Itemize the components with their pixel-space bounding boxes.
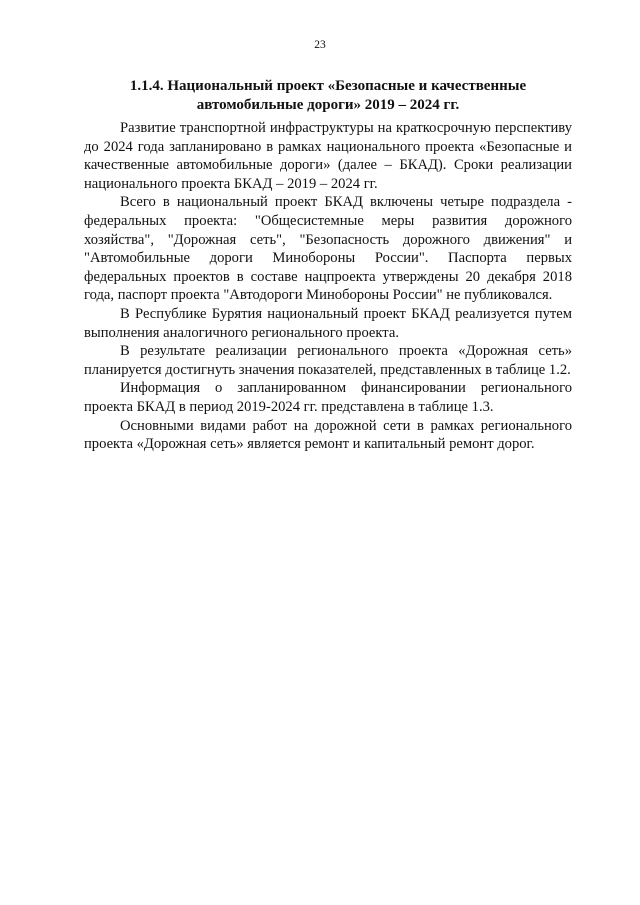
paragraph-5: Информация о запланированном финансировании регионального проекта БКАД в период 2019-2024 гг. представлена в таблице 1.3. [84,380,572,415]
section-heading: 1.1.4. Национальный проект «Безопасные и качественные автомобильные дороги» 2019 – 2024 гг. [129,78,527,113]
paragraph-1: Развитие транспортной инфраструктуры на краткосрочную перспективу до 2024 года запланировано в рамках национального проекта «Безопасные и качественные автомобильные дороги» (далее – БКАД). Сроки реализации национального проекта БКАД – 2019 – 2024 гг. [84,120,572,192]
section-body [84,119,572,454]
page-number: 23 [314,39,326,51]
paragraph-2: Всего в национальный проект БКАД включены четыре подраздела - федеральных проекта: "Общесистемные меры развития дорожного хозяйства", "Дорожная сеть", "Безопасность дорожного движения" и "Автомобильные дороги Минобороны России". Паспорта первых федеральных проектов в составе нацпроекта утверждены 20 декабря 2018 года, паспорт проекта "Автодороги Минобороны России" не публиковался. [84,194,572,304]
paragraph-4: В результате реализации регионального проекта «Дорожная сеть» планируется достигнуть значения показателей, представленных в таблице 1.2. [84,343,572,378]
paragraph-3: В Республике Бурятия национальный проект БКАД реализуется путем выполнения аналогичного регионального проекта. [84,305,572,341]
paragraph-6: Основными видами работ на дорожной сети в рамках регионального проекта «Дорожная сеть» является ремонт и капитальный ремонт дорог. [84,417,572,453]
